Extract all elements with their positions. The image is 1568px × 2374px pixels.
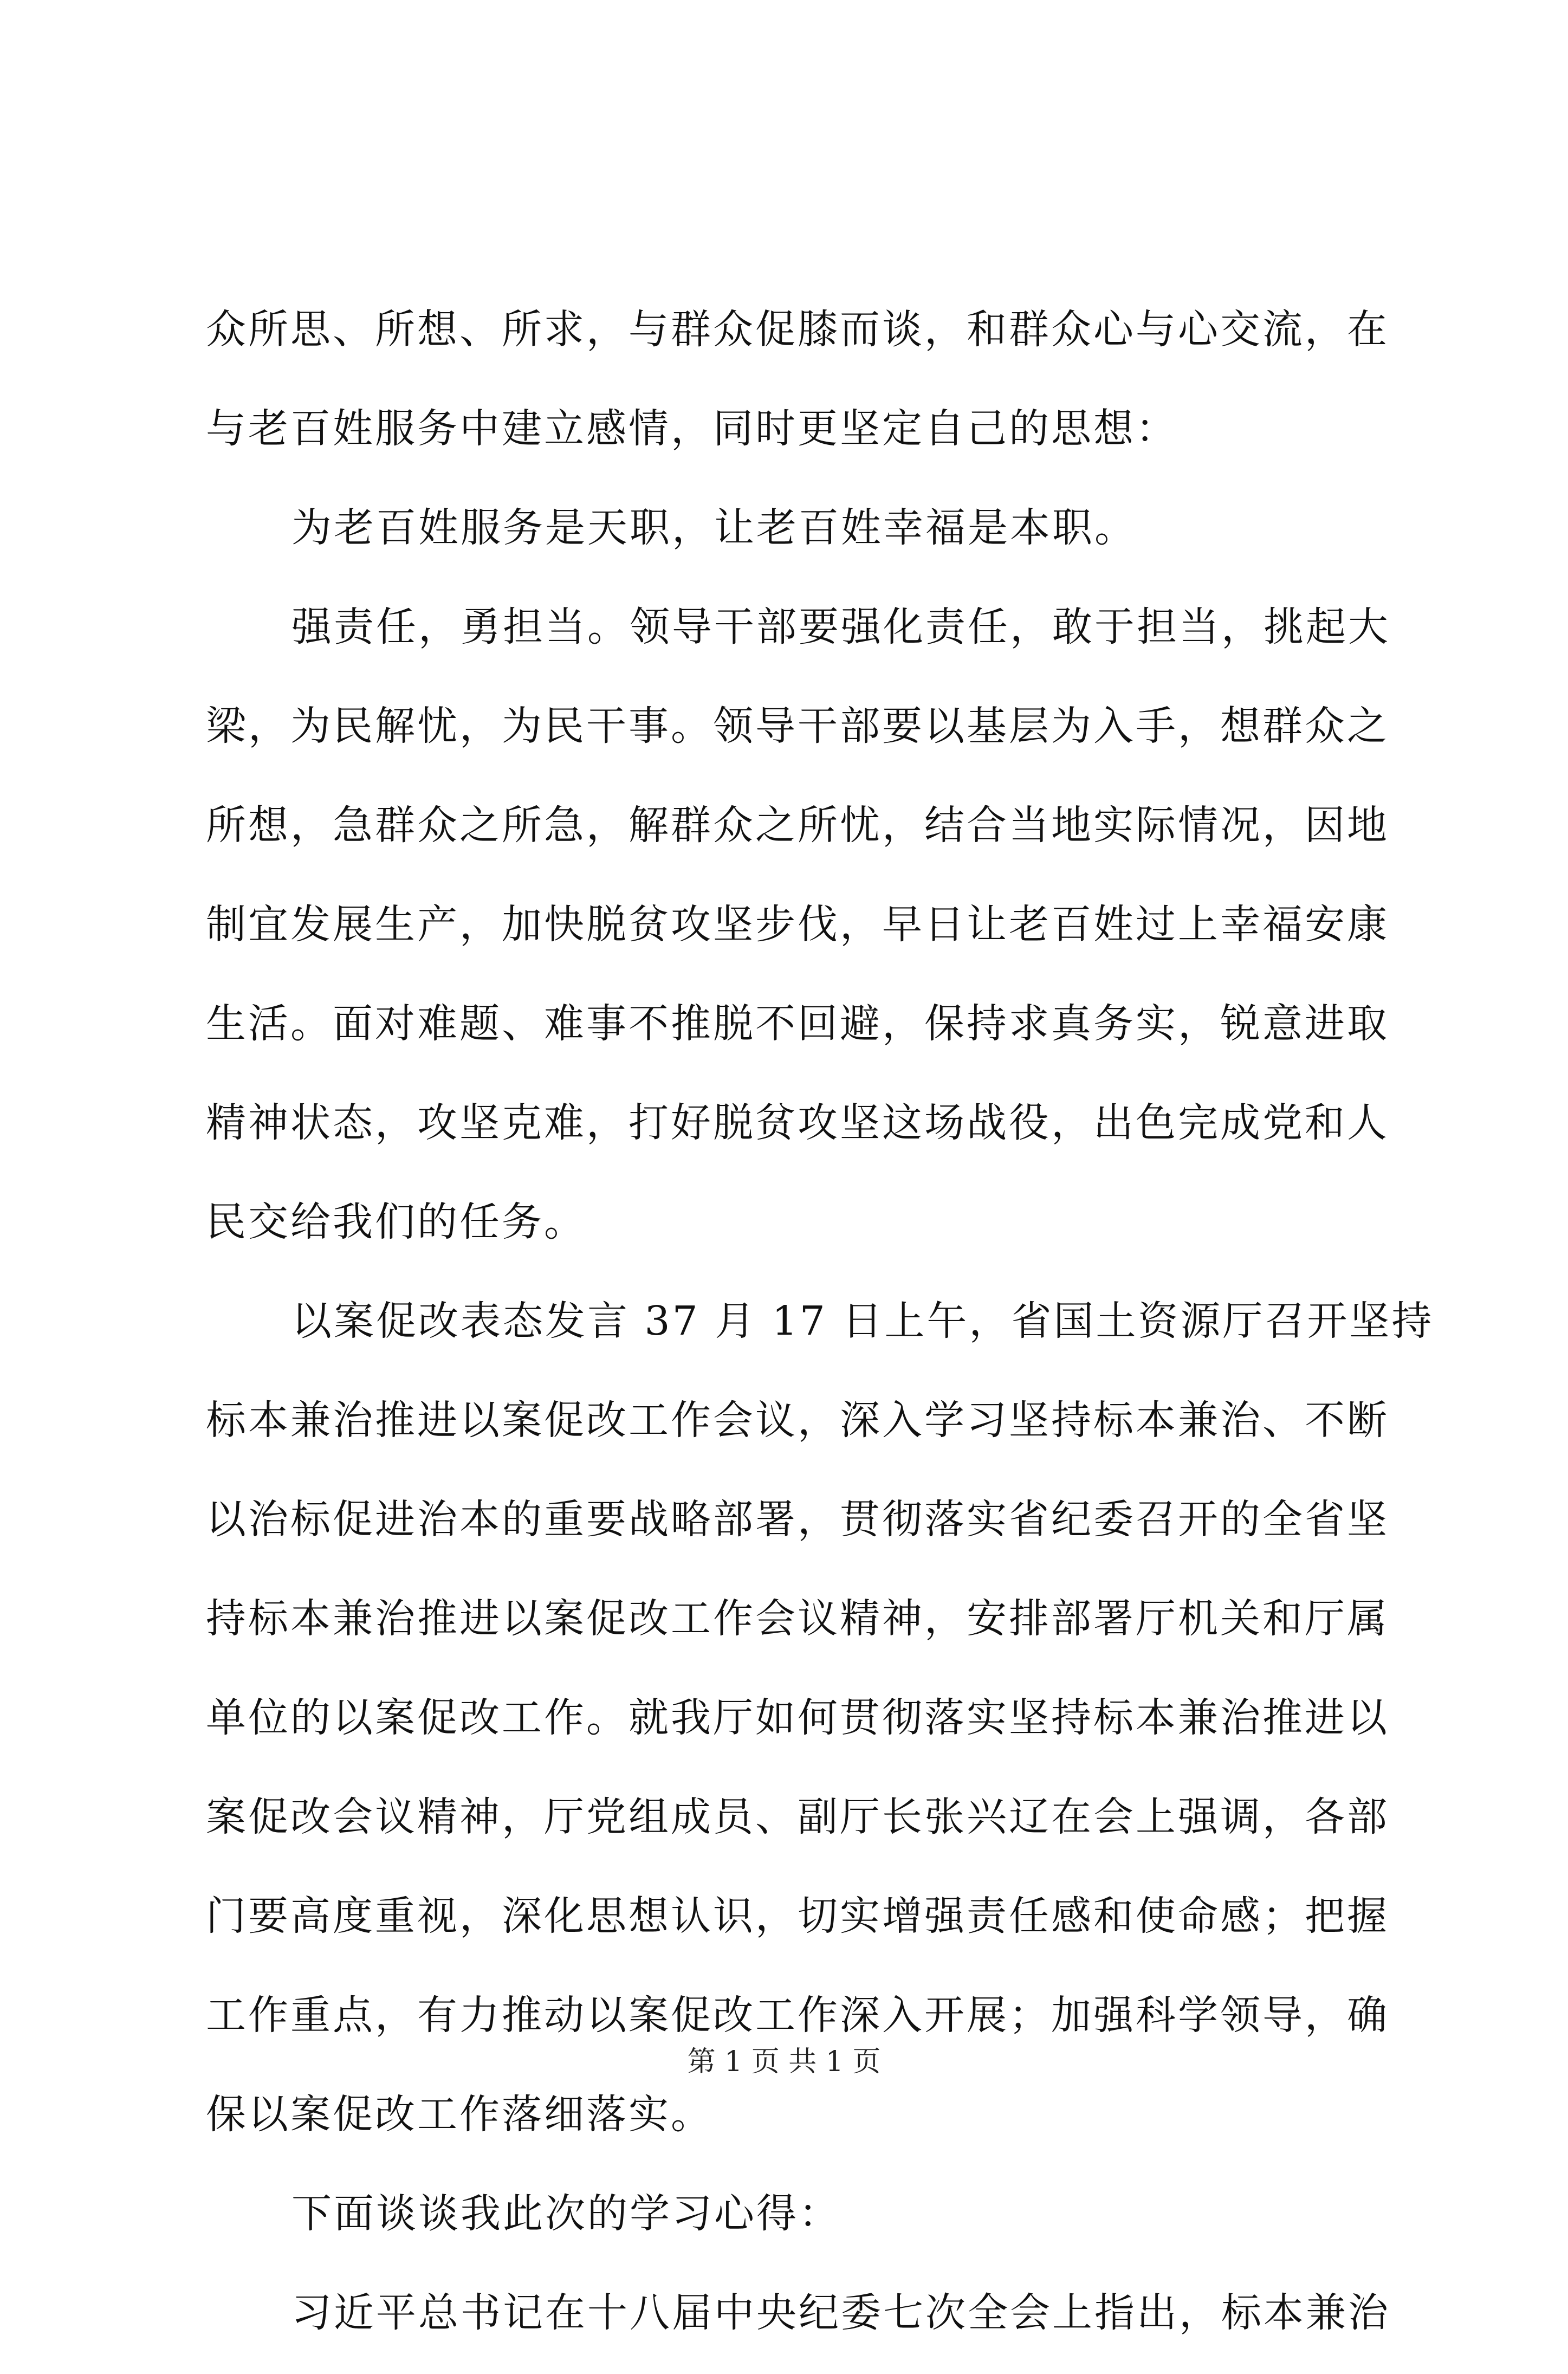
text-line: 强责任，勇担当。领导干部要强化责任，敢于担当，挑起大 — [291, 604, 1390, 650]
text-line: 工作重点，有力推动以案促改工作深入开展；加强科学领导，确 — [206, 1992, 1389, 2039]
text-line: 习近平总书记在十八届中央纪委七次全会上指出，标本兼治 — [291, 2289, 1390, 2336]
text-line: 与老百姓服务中建立感情，同时更坚定自己的思想： — [206, 405, 1178, 452]
text-line: 下面谈谈我此次的学习心得： — [291, 2190, 841, 2237]
text-line: 保以案促改工作落细落实。 — [206, 2091, 713, 2138]
text-line: 为老百姓服务是天职，让老百姓幸福是本职。 — [291, 504, 1137, 551]
text-line: 精神状态，攻坚克难，打好脱贫攻坚这场战役，出色完成党和人 — [206, 1099, 1389, 1146]
text-line: 门要高度重视，深化思想认识，切实增强责任感和使命感；把握 — [206, 1893, 1389, 1939]
text-line: 以案促改表态发言 37 月 17 日上午，省国土资源厅召开坚持 — [291, 1298, 1434, 1344]
text-line: 制宜发展生产，加快脱贫攻坚步伐，早日让老百姓过上幸福安康 — [206, 901, 1389, 948]
text-line: 生活。面对难题、难事不推脱不回避，保持求真务实，锐意进取 — [206, 1000, 1389, 1047]
text-line: 众所思、所想、所求，与群众促膝而谈，和群众心与心交流，在 — [206, 306, 1389, 353]
text-line: 持标本兼治推进以案促改工作会议精神，安排部署厅机关和厅属 — [206, 1595, 1389, 1642]
page-footer: 第 1 页 共 1 页 — [687, 2046, 881, 2078]
text-line: 单位的以案促改工作。就我厅如何贯彻落实坚持标本兼治推进以 — [206, 1694, 1389, 1741]
text-line: 梁，为民解忧，为民干事。领导干部要以基层为入手，想群众之 — [206, 703, 1389, 749]
text-line: 案促改会议精神，厅党组成员、副厅长张兴辽在会上强调，各部 — [206, 1794, 1389, 1840]
text-line: 所想，急群众之所急，解群众之所忧，结合当地实际情况，因地 — [206, 802, 1389, 849]
text-line: 以治标促进治本的重要战略部署，贯彻落实省纪委召开的全省坚 — [206, 1496, 1389, 1543]
text-line: 标本兼治推进以案促改工作会议，深入学习坚持标本兼治、不断 — [206, 1397, 1389, 1444]
text-line: 民交给我们的任务。 — [206, 1199, 586, 1245]
